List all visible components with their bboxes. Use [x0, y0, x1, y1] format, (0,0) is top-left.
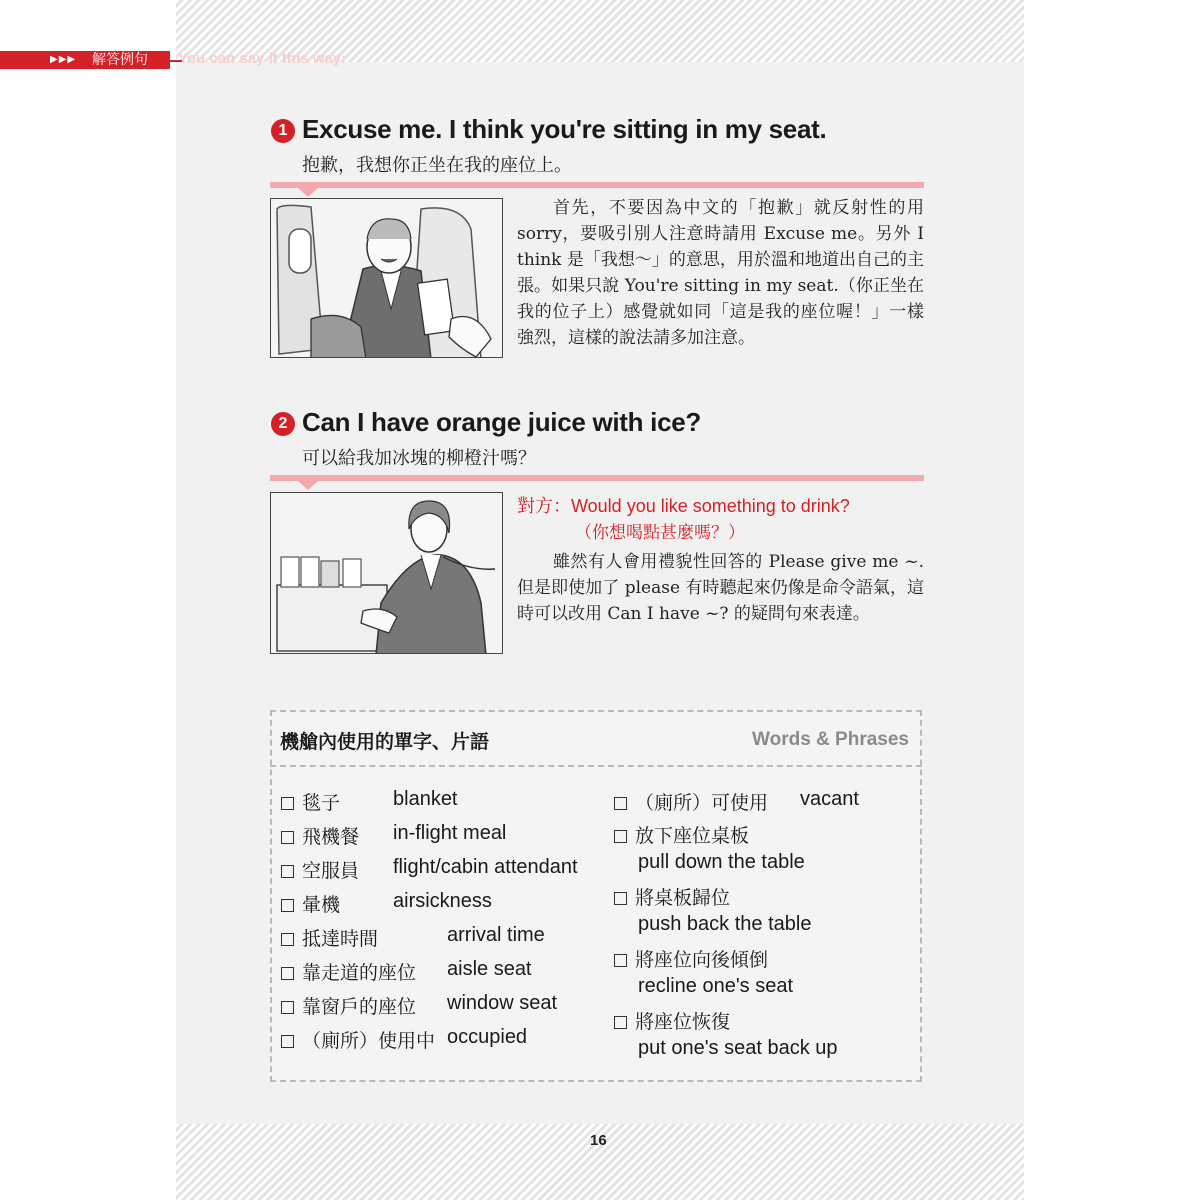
- vocab-separator: [270, 765, 922, 767]
- vocab-item-en: flight/cabin attendant: [393, 856, 578, 878]
- vocab-item: 靠窗戶的座位: [281, 992, 416, 1019]
- checkbox-icon[interactable]: [281, 967, 294, 980]
- vocab-item-en: window seat: [447, 992, 558, 1014]
- vocab-item: 飛機餐: [281, 822, 359, 849]
- checkbox-icon[interactable]: [614, 954, 627, 967]
- illustration-man-in-seat: [270, 198, 503, 358]
- illustration-flight-attendant: [270, 492, 503, 654]
- vocab-item: 暈機: [281, 890, 340, 917]
- checkbox-icon[interactable]: [614, 1016, 627, 1029]
- answer-ribbon: [0, 51, 170, 69]
- section-2-translation: 可以給我加冰塊的柳橙汁嗎？: [302, 448, 536, 469]
- checkbox-icon[interactable]: [281, 865, 294, 878]
- vocab-item: 抵達時間: [281, 924, 378, 951]
- speaker-translation: （你想喝點甚麼嗎？）: [575, 523, 745, 543]
- section-1-explanation: 首先，不要因為中文的「抱歉」就反射性的用 sorry，要吸引別人注意時請用 Excuse me。另外 I think 是「我想～」的意思，用於溫和地道出自己的主張。如果只說 You're sitting in my seat.（你正坐在我的位子上）感覺就如同「這是我的座位喔！」一樣強烈，這樣的說法請多加注意。: [517, 198, 924, 348]
- section-2-explanation: 雖然有人會用禮貌性回答的 Please give me ~. 但是即使加了 please 有時聽起來仍像是命令語氣，這時可以改用 Can I have ~? 的疑問句來表達。: [517, 552, 924, 624]
- vocab-item: （廁所）使用中: [281, 1026, 435, 1053]
- checkbox-icon[interactable]: [281, 797, 294, 810]
- section-1-heading: Excuse me. I think you're sitting in my seat.: [302, 114, 827, 144]
- vocab-item-en: pull down the table: [638, 851, 805, 873]
- checkbox-icon[interactable]: [281, 1001, 294, 1014]
- speaker-line: 對方：Would you like something to drink?: [517, 496, 850, 516]
- vocab-item-en: arrival time: [447, 924, 545, 946]
- checkbox-icon[interactable]: [614, 892, 627, 905]
- checkbox-icon[interactable]: [614, 830, 627, 843]
- section-2-number-badge: 2: [271, 412, 295, 436]
- page-number: 16: [590, 1132, 607, 1149]
- vocab-item-en: vacant: [800, 788, 859, 810]
- checkbox-icon[interactable]: [281, 933, 294, 946]
- vocab-item-en: blanket: [393, 788, 458, 810]
- checkbox-icon[interactable]: [281, 1035, 294, 1048]
- section-2-divider-notch: [298, 481, 318, 490]
- ribbon-label-zh: 解答例句: [92, 52, 148, 68]
- vocab-item: 將座位恢復: [614, 1007, 730, 1034]
- vocab-item-en: aisle seat: [447, 958, 532, 980]
- vocab-item: （廁所）可使用: [614, 788, 768, 815]
- triple-arrow-icon: ▶▶▶: [50, 54, 77, 65]
- vocab-item-en: recline one's seat: [638, 975, 794, 997]
- vocab-item-en: in-flight meal: [393, 822, 507, 844]
- section-2-divider: [270, 475, 924, 481]
- vocab-item-en: push back the table: [638, 913, 812, 935]
- vocab-item-en: occupied: [447, 1026, 528, 1048]
- vocab-item-en: airsickness: [393, 890, 492, 912]
- vocab-item-en: put one's seat back up: [638, 1037, 838, 1059]
- section-1-divider-notch: [298, 188, 318, 197]
- section-1-number-badge: 1: [271, 119, 295, 143]
- ribbon-label-en: You can say it this way:: [178, 50, 347, 67]
- section-2-heading: Can I have orange juice with ice?: [302, 407, 701, 437]
- vocab-item: 靠走道的座位: [281, 958, 416, 985]
- vocab-item: 放下座位桌板: [614, 821, 749, 848]
- section-1-divider: [270, 182, 924, 188]
- vocab-item: 將座位向後傾倒: [614, 945, 768, 972]
- vocab-title-zh: 機艙內使用的單字、片語: [280, 731, 490, 753]
- vocab-title-en: Words & Phrases: [752, 729, 909, 750]
- vocab-item: 空服員: [281, 856, 359, 883]
- checkbox-icon[interactable]: [281, 831, 294, 844]
- checkbox-icon[interactable]: [614, 797, 627, 810]
- checkbox-icon[interactable]: [281, 899, 294, 912]
- vocab-item: 將桌板歸位: [614, 883, 730, 910]
- vocab-item: 毯子: [281, 788, 340, 815]
- section-1-translation: 抱歉，我想你正坐在我的座位上。: [302, 155, 572, 176]
